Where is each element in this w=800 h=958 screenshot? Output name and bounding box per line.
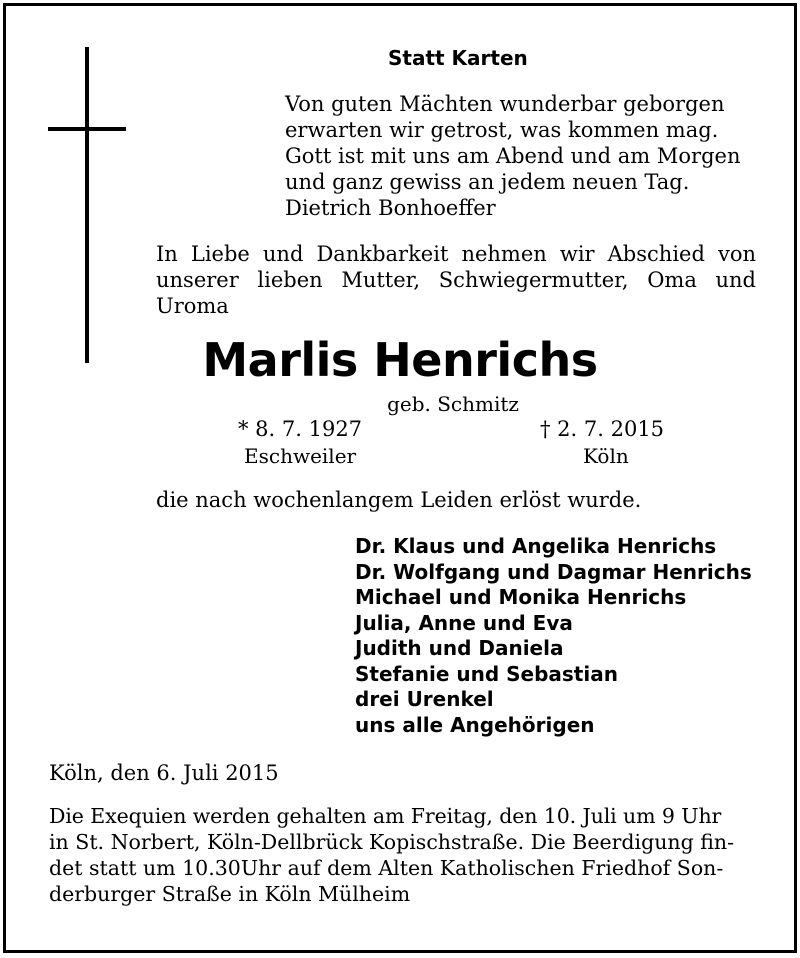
mourner: Dr. Klaus und Angelika Henrichs	[355, 534, 717, 558]
intro-text: In Liebe und Dankbarkeit nehmen wir Abschied von unserer lieben Mutter, Schwiegermutter, Oma und Uroma	[156, 242, 756, 318]
mourner: Judith und Daniela	[355, 636, 564, 660]
maiden-name: geb. Schmitz	[387, 392, 519, 416]
mourner: drei Urenkel	[355, 687, 494, 711]
mourner: Michael und Monika Henrichs	[355, 585, 687, 609]
poem-line: erwarten wir getrost, was kommen mag.	[285, 118, 719, 142]
mourner: Stefanie und Sebastian	[355, 661, 618, 686]
place-date: Köln, den 6. Juli 2015	[49, 761, 279, 785]
birth-place: Eschweiler	[244, 444, 357, 468]
death-date: † 2. 7. 2015	[540, 417, 665, 441]
poem-author: Dietrich Bonhoeffer	[285, 196, 496, 220]
mourner: uns alle Angehörigen	[355, 712, 595, 737]
mourner: Dr. Wolfgang und Dagmar Henrichs	[355, 559, 752, 584]
death-place: Köln	[583, 444, 629, 468]
poem-line: Gott ist mit uns am Abend und am Morgen	[285, 144, 741, 168]
mourner: Julia, Anne und Eva	[355, 610, 573, 635]
poem-line: Von guten Mächten wunderbar geborgen	[285, 92, 725, 116]
header-statt-karten: Statt Karten	[388, 46, 528, 70]
funeral-info	[49, 803, 753, 907]
birth-date: * 8. 7. 1927	[238, 417, 363, 441]
deceased-name: Marlis Henrichs	[202, 333, 598, 387]
funeral-line: Die Exequien werden gehalten am Freitag, den 10. Juli um 9 Uhr	[49, 804, 722, 828]
poem-line: und ganz gewiss an jedem neuen Tag.	[285, 170, 690, 194]
funeral-line: derburger Straße in Köln Mülheim	[49, 882, 411, 906]
funeral-line: det statt um 10.30Uhr auf dem Alten Katholischen Friedhof Son-	[49, 856, 724, 880]
cross-icon	[85, 47, 89, 363]
released-text: die nach wochenlangem Leiden erlöst wurde.	[156, 488, 642, 512]
poem	[285, 91, 765, 221]
funeral-line: in St. Norbert, Köln-Dellbrück Kopischstraße. Die Beerdigung fin-	[49, 830, 735, 854]
mourners-list	[355, 534, 752, 738]
cross-icon-bar	[48, 127, 126, 131]
